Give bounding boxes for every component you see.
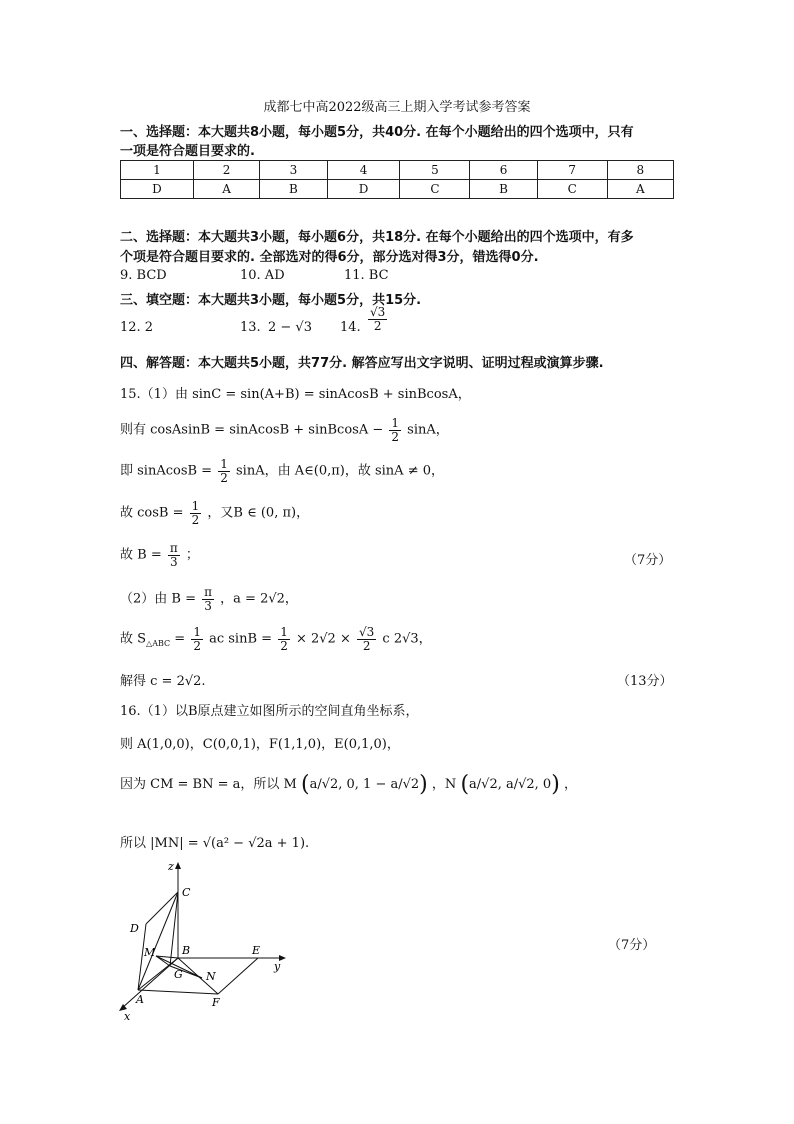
q15-line-4a: 故 cosB =	[120, 505, 184, 521]
frac-num: √3	[370, 305, 386, 319]
q15-line-5	[120, 542, 199, 568]
q15-line-2b: sinA，	[407, 422, 449, 438]
q15-line-6a: （2）由 B =	[120, 591, 196, 607]
q15-subscript: △ABC	[146, 639, 171, 649]
close-paren: )	[419, 772, 428, 797]
answer-table	[120, 160, 674, 199]
answer-14-label: 14.	[340, 320, 361, 335]
z-axis-arrow	[175, 862, 181, 869]
q15-line-5a: 故 B =	[120, 547, 162, 563]
label-e: E	[252, 944, 261, 957]
q16-line-3c: ，N	[431, 777, 457, 792]
edge-fe	[218, 958, 258, 994]
edge-cd	[146, 892, 178, 924]
label-y: y	[274, 960, 281, 973]
q15-line-7e: c 2√3，	[382, 631, 432, 647]
frac-num: π	[204, 585, 213, 599]
table-cell: 6	[470, 161, 537, 180]
open-paren: (	[300, 772, 310, 797]
open-paren: (	[460, 772, 470, 797]
table-cell: D	[327, 180, 400, 199]
answer-13-label: 13.	[240, 320, 261, 335]
table-cell: 4	[327, 161, 400, 180]
q16-line-3	[120, 772, 577, 797]
coordinate-figure	[110, 858, 300, 1024]
answer-13-value: 2 − √3	[268, 320, 312, 335]
q15-line-6	[120, 586, 298, 612]
section-3-heading: 三、填空题：本大题共3小题，每小题5分，共15分.	[120, 293, 422, 308]
close-paren: )	[551, 772, 560, 797]
frac-den: 2	[373, 318, 382, 333]
q15-line-4	[120, 500, 309, 526]
q15-line-2	[120, 417, 449, 443]
q15-line-8: 解得 c = 2√2.	[120, 674, 206, 689]
table-cell: B	[260, 180, 327, 199]
table-cell: D	[121, 180, 194, 199]
frac-num: 1	[280, 625, 288, 639]
label-z: z	[168, 860, 174, 873]
table-cell: A	[607, 180, 673, 199]
frac-den: 2	[362, 638, 371, 653]
section-1-heading: 一、选择题：本大题共8小题，每小题5分，共40分. 在每个小题给出的四个选项中，只有	[120, 125, 634, 140]
table-cell: 7	[537, 161, 607, 180]
answer-14-value	[366, 306, 389, 332]
q16-line-3a: 因为 CM = BN = a，所以 M	[120, 777, 297, 792]
section-2-heading: 二、选择题：本大题共3小题，每小题6分，共18分. 在每个小题给出的四个选项中，有多	[120, 230, 634, 245]
frac-den: 3	[204, 598, 212, 613]
table-cell: 1	[121, 161, 194, 180]
frac-num: 1	[220, 457, 228, 471]
frac-num: √3	[359, 625, 375, 639]
label-f: F	[212, 996, 220, 1009]
section-1-heading-cont: 一项是符合题目要求的.	[120, 144, 255, 159]
table-row	[121, 161, 674, 180]
frac-den: 2	[391, 429, 400, 444]
table-cell: B	[470, 180, 537, 199]
frac-den: 2	[191, 512, 200, 527]
answer-11: 11. BC	[344, 268, 389, 283]
frac-den: 3	[169, 554, 178, 569]
q15-line-4b: ，又B ∈ (0, π)，	[207, 505, 310, 521]
answer-9: 9. BCD	[120, 268, 167, 283]
label-n: N	[206, 970, 216, 983]
q15-score-2: （13分）	[617, 674, 673, 689]
q15-line-5b: ；	[185, 547, 199, 563]
label-c: C	[182, 886, 191, 899]
table-cell: C	[537, 180, 607, 199]
q16-line-3e: ，	[563, 777, 577, 792]
q15-line-1: 15.（1）由 sinC = sin(A+B) = sinAcosB + sinBcosA，	[120, 387, 471, 402]
table-row	[121, 180, 674, 199]
table-cell: 2	[193, 161, 259, 180]
table-cell: 3	[260, 161, 327, 180]
q15-line-2a: 则有 cosAsinB = sinAcosB + sinBcosA −	[120, 422, 384, 438]
label-a: A	[136, 993, 144, 1006]
section-4-heading: 四、解答题：本大题共5小题，共77分. 解答应写出文字说明、证明过程或演算步骤.	[120, 356, 604, 371]
table-cell: 5	[400, 161, 470, 180]
q16-n-coords: a/√2, a/√2, 0	[469, 777, 552, 792]
table-cell: 8	[607, 161, 673, 180]
q15-line-3b: sinA，由 A∈(0,π)，故 sinA ≠ 0，	[236, 463, 444, 479]
frac-num: 1	[391, 416, 400, 430]
q16-line-2: 则 A(1,0,0)，C(0,0,1)，F(1,1,0)，E(0,1,0)，	[120, 737, 400, 752]
frac-den: 2	[220, 470, 228, 485]
q15-line-3	[120, 458, 444, 484]
frac-den: 2	[280, 638, 288, 653]
page-title: 成都七中高2022级高三上期入学考试参考答案	[263, 100, 531, 115]
q15-line-7a: 故 S	[120, 631, 147, 647]
q15-line-7	[120, 626, 432, 652]
frac-num: 1	[191, 499, 200, 513]
answer-10: 10. AD	[240, 268, 285, 283]
q15-line-7c: ac sinB =	[209, 631, 273, 647]
q15-line-3a: 即 sinAcosB =	[120, 463, 213, 479]
label-x: x	[124, 1010, 131, 1023]
q16-score-1: （7分）	[608, 938, 656, 953]
section-2-heading-cont: 个项是符合题目要求的. 全部选对的得6分，部分选对得3分，错选得0分.	[120, 250, 539, 265]
label-g: G	[174, 968, 183, 981]
q15-line-6b: ，a = 2√2，	[220, 591, 298, 607]
q15-score-1: （7分）	[624, 553, 672, 568]
q15-line-7d: × 2√2 ×	[295, 631, 351, 647]
table-cell: C	[400, 180, 470, 199]
edge-af	[138, 990, 218, 994]
table-cell: A	[193, 180, 259, 199]
label-b: B	[182, 944, 191, 957]
q16-line-4: 所以 |MN| = √(a² − √2a + 1).	[120, 836, 310, 851]
frac-den: 2	[193, 638, 201, 653]
answer-12: 12. 2	[120, 320, 154, 335]
q16-line-1: 16.（1）以B原点建立如图所示的空间直角坐标系，	[120, 704, 419, 719]
frac-num: π	[169, 541, 178, 555]
label-m: M	[144, 946, 156, 959]
frac-num: 1	[193, 625, 201, 639]
q15-line-7b: =	[174, 631, 186, 647]
label-d: D	[130, 922, 139, 935]
q16-m-coords: a/√2, 0, 1 − a/√2	[309, 777, 420, 792]
